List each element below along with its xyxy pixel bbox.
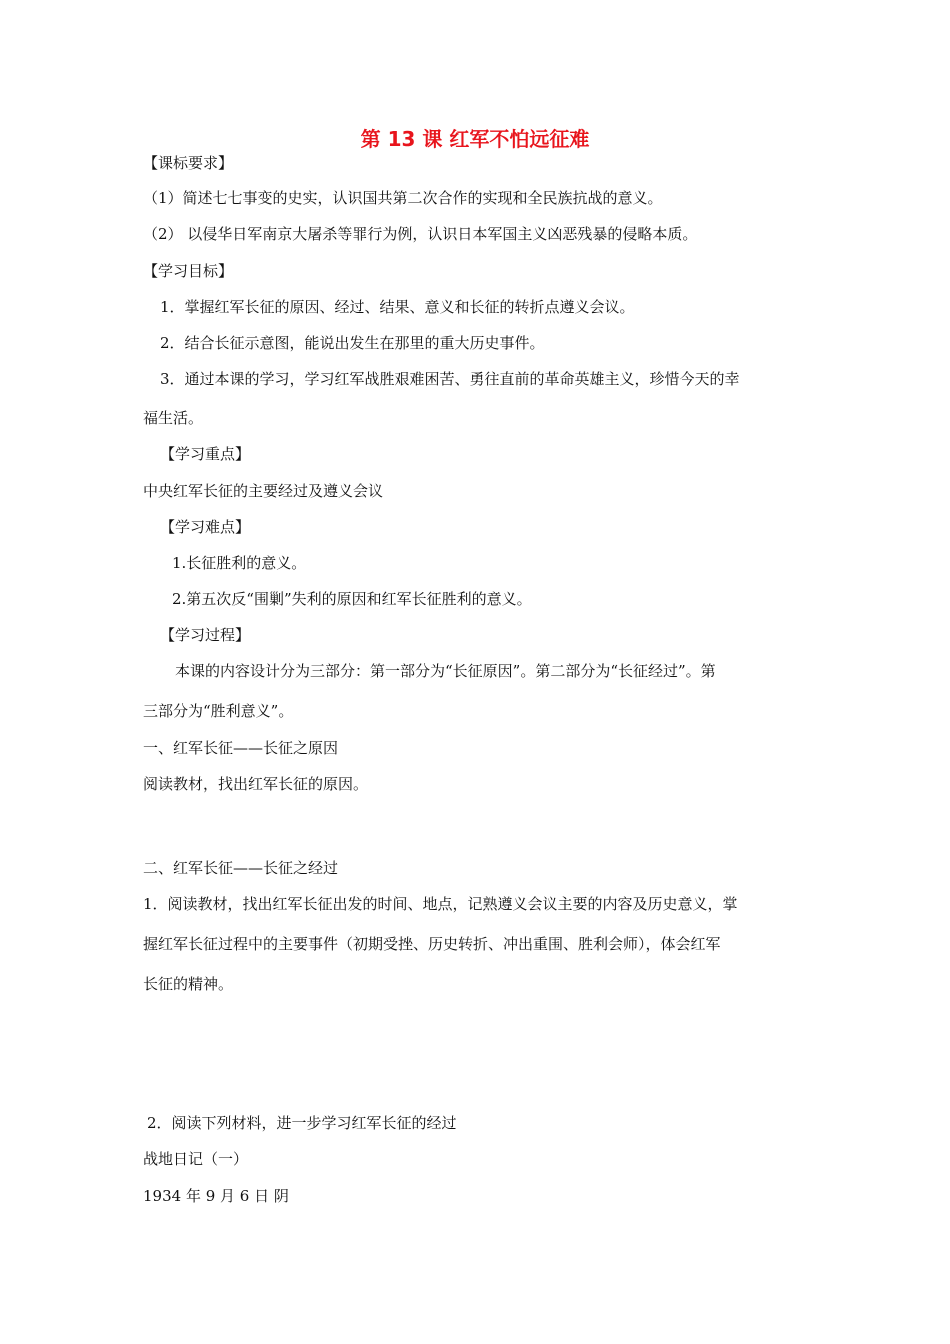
goal-item-3: 3．通过本课的学习，学习红军战胜艰难困苦、勇往直前的革命英雄主义，珍惜今天的幸 bbox=[160, 370, 740, 388]
goal-item-2: 2．结合长征示意图，能说出发生在那里的重大历史事件。 bbox=[160, 334, 545, 352]
curriculum-item-2: （2） 以侵华日军南京大屠杀等罪行为例，认识日本军国主义凶恶残暴的侵略本质。 bbox=[143, 225, 698, 243]
difficulty-header: 【学习难点】 bbox=[160, 518, 251, 536]
diary-date: 1934 年 9 月 6 日 阴 bbox=[143, 1187, 289, 1205]
part2-item1-line-3: 长征的精神。 bbox=[143, 975, 234, 993]
part2-item1-line-1: 1．阅读教材，找出红军长征出发的时间、地点，记熟遵义会议主要的内容及历史意义，掌 bbox=[143, 895, 738, 913]
difficulty-item-1: 1.长征胜利的意义。 bbox=[172, 554, 307, 572]
part2-title: 二、红军长征——长征之经过 bbox=[143, 859, 339, 877]
part1-text: 阅读教材，找出红军长征的原因。 bbox=[143, 775, 369, 793]
process-header: 【学习过程】 bbox=[160, 626, 251, 644]
process-intro-line-2: 三部分为“胜利意义”。 bbox=[143, 702, 294, 720]
curriculum-item-1: （1）简述七七事变的史实，认识国共第二次合作的实现和全民族抗战的意义。 bbox=[143, 189, 663, 207]
part2-item2: 2．阅读下列材料，进一步学习红军长征的经过 bbox=[147, 1114, 457, 1132]
curriculum-header: 【课标要求】 bbox=[143, 154, 234, 172]
part2-item1-line-2: 握红军长征过程中的主要事件（初期受挫、历史转折、冲出重围、胜利会师），体会红军 bbox=[143, 935, 721, 953]
goal-item-3-continued: 福生活。 bbox=[143, 409, 204, 427]
page-title: 第 13 课 红军不怕远征难 bbox=[360, 127, 590, 151]
goals-header: 【学习目标】 bbox=[143, 262, 234, 280]
diary-title: 战地日记（一） bbox=[143, 1150, 249, 1168]
focus-header: 【学习重点】 bbox=[160, 445, 251, 463]
focus-text: 中央红军长征的主要经过及遵义会议 bbox=[143, 482, 384, 500]
goal-item-1: 1．掌握红军长征的原因、经过、结果、意义和长征的转折点遵义会议。 bbox=[160, 298, 635, 316]
process-intro-line-1: 本课的内容设计分为三部分：第一部分为“长征原因”。第二部分为“长征经过”。第 bbox=[175, 662, 716, 680]
part1-title: 一、红军长征——长征之原因 bbox=[143, 739, 339, 757]
difficulty-item-2: 2.第五次反“围剿”失利的原因和红军长征胜利的意义。 bbox=[172, 590, 532, 608]
